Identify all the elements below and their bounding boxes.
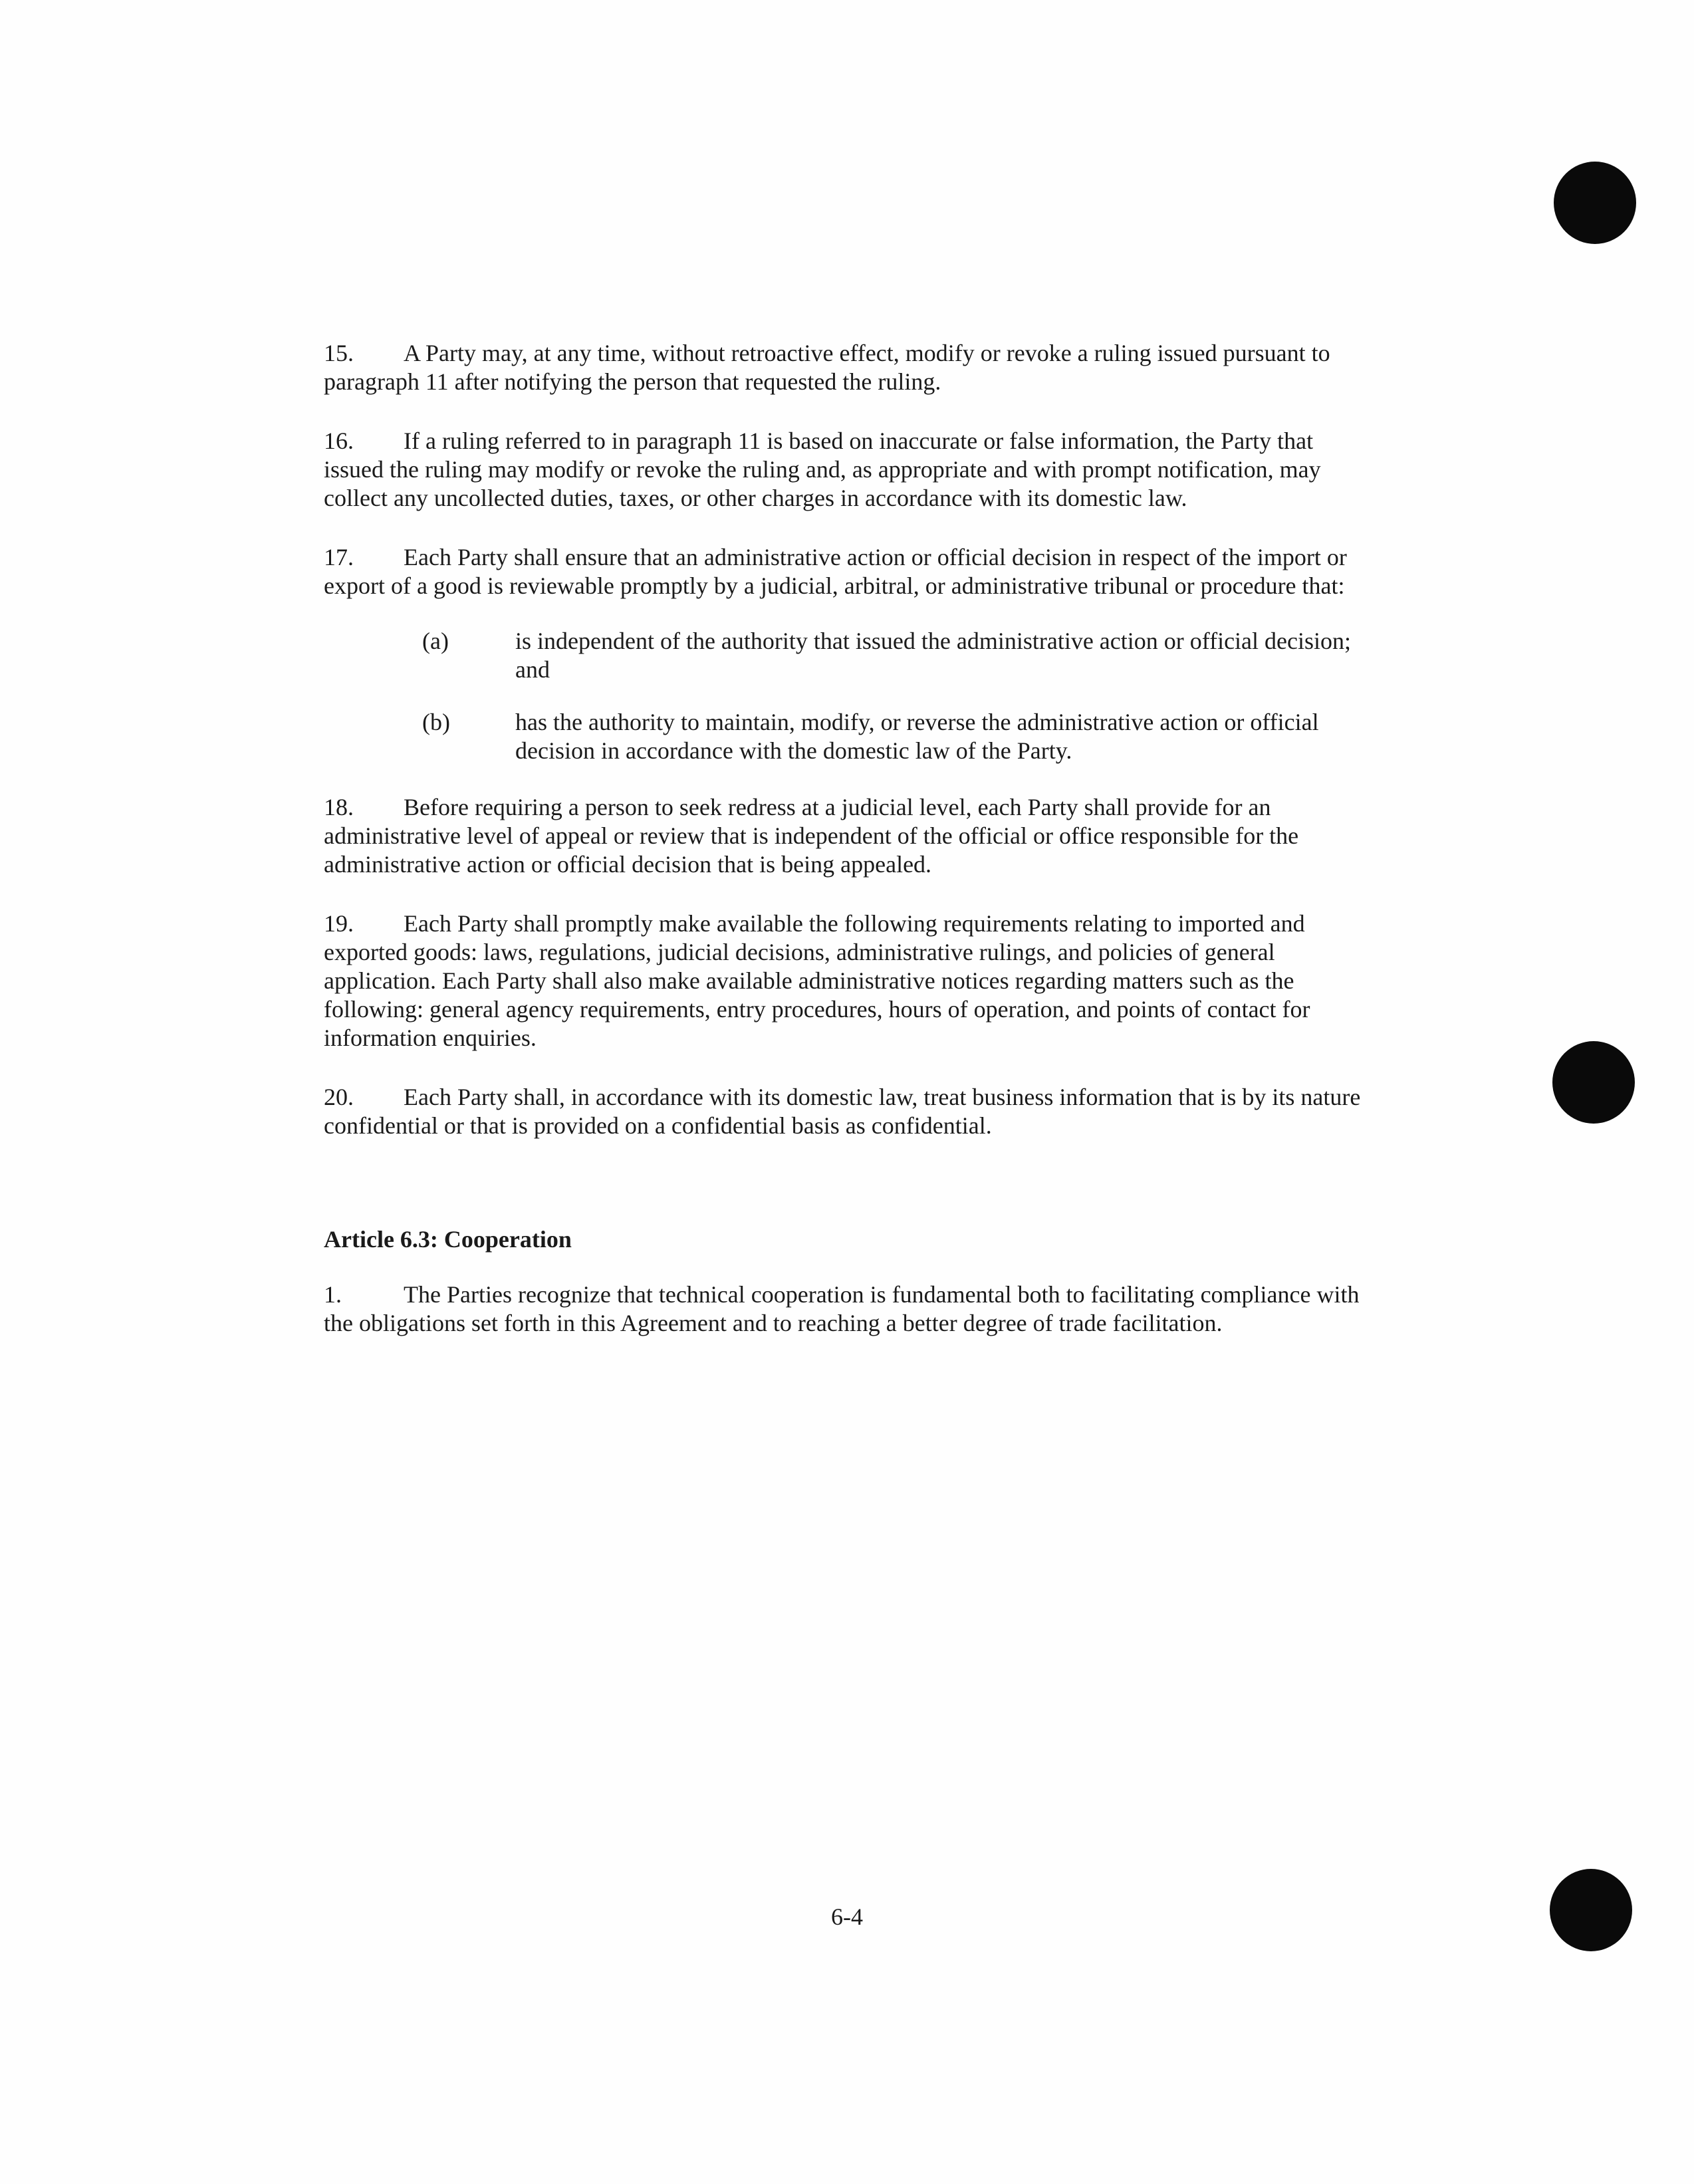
subitem-label: (b) — [422, 709, 450, 735]
subitem-list — [324, 627, 1361, 765]
paragraph-text: Before requiring a person to seek redress at a judicial level, each Party shall provide for an administrative level of appeal or review that is independent of the official or office responsible for the administrative action or official decision that is being appealed. — [324, 794, 1299, 878]
paragraph-19 — [324, 910, 1361, 1052]
paragraph-17 — [324, 543, 1361, 600]
paragraph-text: Each Party shall, in accordance with its domestic law, treat business information that is by its nature confidential or that is provided on a confidential basis as confidential. — [324, 1084, 1361, 1139]
paragraph-text: Each Party shall ensure that an administrative action or official decision in respect of the import or export of a good is reviewable promptly by a judicial, arbitral, or administrative tribunal or procedure that: — [324, 544, 1347, 599]
subitem-label: (a) — [422, 628, 449, 654]
paragraph-16 — [324, 427, 1361, 513]
subitem-text: is independent of the authority that issued the administrative action or official decision; and — [515, 628, 1352, 683]
subitem-text: has the authority to maintain, modify, or reverse the administrative action or official decision in accordance with the domestic law of the Party. — [515, 709, 1319, 764]
paragraph-text: If a ruling referred to in paragraph 11 is based on inaccurate or false information, the Party that issued the ruling may modify or revoke the ruling and, as appropriate and with prompt notification, may collect any uncollected duties, taxes, or other charges in accordance with its domestic law. — [324, 427, 1321, 511]
subitem-a — [324, 627, 1361, 684]
punch-hole-top — [1554, 162, 1636, 244]
paragraph-15 — [324, 339, 1361, 396]
paragraph-number: 19. — [324, 910, 354, 937]
paragraph-20 — [324, 1083, 1361, 1140]
paragraph-number: 15. — [324, 340, 354, 366]
article-paragraph-1 — [324, 1280, 1361, 1338]
paragraph-text: Each Party shall promptly make available the following requirements relating to imported and exported goods: laws, regulations, judicial decisions, administrative rulings, and policies of general application. Each Party shall also make available administrative notices regarding matters such as the following: general agency requirements, entry procedures, hours of operation, and points of contact for information enquiries. — [324, 910, 1310, 1051]
paragraph-18 — [324, 793, 1361, 879]
paragraph-number: 17. — [324, 544, 354, 570]
page-number: 6-4 — [831, 1903, 863, 1930]
paragraph-text: The Parties recognize that technical cooperation is fundamental both to facilitating compliance with the obligations set forth in this Agreement and to reaching a better degree of trade facilitation. — [324, 1281, 1360, 1336]
paragraph-text: A Party may, at any time, without retroactive effect, modify or revoke a ruling issued pursuant to paragraph 11 after notifying the person that requested the ruling. — [324, 340, 1330, 395]
document-body — [324, 339, 1361, 1368]
paragraph-number: 20. — [324, 1084, 354, 1110]
subitem-b — [324, 708, 1361, 765]
paragraph-number: 18. — [324, 794, 354, 820]
article-heading: Article 6.3: Cooperation — [324, 1226, 572, 1253]
punch-hole-middle — [1552, 1041, 1635, 1124]
paragraph-number: 1. — [324, 1281, 342, 1308]
paragraph-number: 16. — [324, 427, 354, 454]
